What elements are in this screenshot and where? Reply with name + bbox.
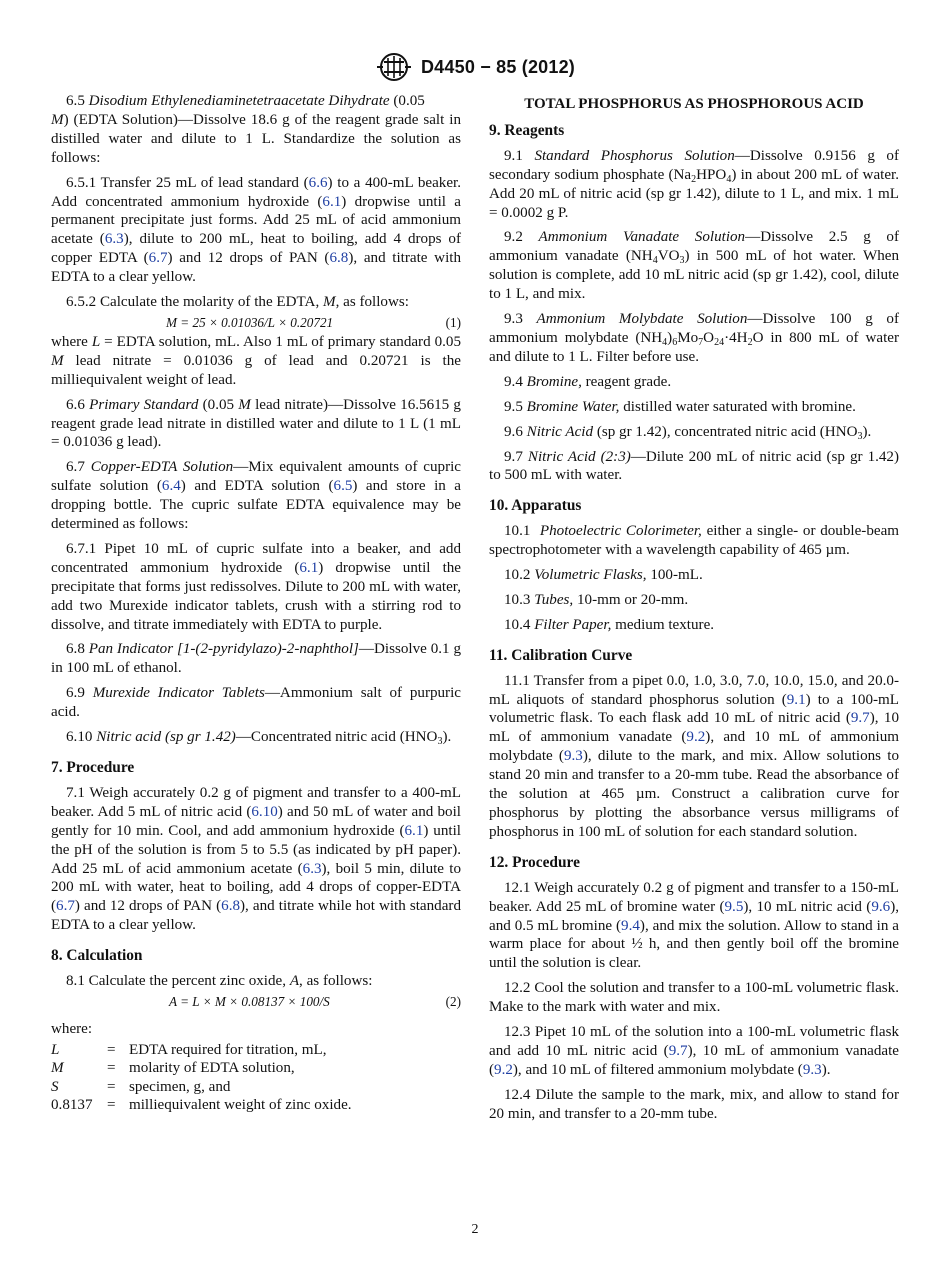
section-6-8: 6.8 Pan Indicator [1-(2-pyridylazo)-2-naphthol]—Dissolve 0.1 g in 100 mL of ethanol. xyxy=(51,641,461,677)
section-9-1: 9.1 Standard Phosphorus Solution—Dissolve 0.9156 g of secondary sodium phosphate $(Na_2HPO_4)$ in about 200 mL of water. Add 20 mL of nitric acid (sp gr 1.42), dilute to 1 L, and mix. 1 mL = 0.0002 g P. xyxy=(489,147,900,221)
definition-row: L = EDTA required for titration, mL, xyxy=(51,1041,327,1058)
ref-6-7[interactable]: 6.7 xyxy=(148,250,168,267)
page-header xyxy=(0,52,950,82)
section-6-7: 6.7 Copper-EDTA Solution—Mix equivalent amounts of cupric sulfate solution (6.4) and EDTA solution (6.5) and store in a dropping bottle. The cupric sulfate EDTA equivalence may be determined as follows: xyxy=(51,459,462,533)
section-9-7: 9.7 Nitric Acid (2:3)—Dilute 200 mL of nitric acid (sp gr 1.42) to 500 mL with water. xyxy=(489,448,900,484)
section-9-3: 9.3 Ammonium Molybdate Solution—Dissolve 100 g of ammonium molybdate $(NH_4)_6Mo_7O_{24}\cdot 4H_2O$ in 800 mL of water and dilute to 1 L. Filter before use. xyxy=(489,311,900,365)
ref-9-3[interactable]: 9.3 xyxy=(563,748,583,765)
section-6-7-1: 6.7.1 Pipet 10 mL of cupric sulfate into a beaker, and add concentrated ammonium hydroxide (6.1) dropwise until the precipitate that forms just redissolves. Dilute to 200 mL with water, add two Murexide indicator tablets, crush with a stirring rod to dissolve, and titrate immediately with EDTA to purple. xyxy=(51,540,462,633)
equation-1-formula: M = 25 × 0.01036/L × 0.20721 xyxy=(166,314,334,330)
heading-8-calculation: 8. Calculation xyxy=(51,947,143,965)
section-6-10: 6.10 Nitric acid (sp gr 1.42)—Concentrated nitric acid $(HNO_3)$. xyxy=(66,729,452,748)
ref-9-2[interactable]: 9.2 xyxy=(494,1061,513,1078)
section-7-1: 7.1 Weigh accurately 0.2 g of pigment and transfer to a 400-mL beaker. Add 5 mL of nitric acid (6.10) and 50 mL of water and boil gently for 10 min. Cool, and add ammonium hydroxide (6.1) until the pH of the solution is from 5 to 5.5 (as indicated by pH paper). Add 25 mL of acid ammonium acetate (6.3), boil 5 min, dilute to 200 mL with water, heat to boiling, add 4 drops of copper-EDTA (6.7) and 12 drops of PAN (6.8), and titrate while hot with standard EDTA to a clear yellow. xyxy=(51,784,461,934)
ref-9-7[interactable]: 9.7 xyxy=(668,1042,688,1059)
right-column xyxy=(489,92,899,1130)
heading-12-procedure: 12. Procedure xyxy=(489,853,580,871)
equation-2 xyxy=(51,993,461,1012)
section-6-6: 6.6 Primary Standard (0.05 M lead nitrate)—Dissolve 16.5615 g reagent grade lead nitrate in distilled water and dilute to 1 L (1 mL = 0.01036 g lead). xyxy=(51,396,461,451)
ref-6-8[interactable]: 6.8 xyxy=(329,250,349,267)
section-11-1: 11.1 Transfer from a pipet 0.0, 1.0, 3.0, 7.0, 10.0, 15.0, and 20.0-mL aliquots of standard phosphorus solution (9.1) to a 100-mL volumetric flask. To each flask add 10 mL of nitric acid (9.7), 10 mL of ammonium vanadate (9.2), and 10 mL of ammonium molybdate (9.3), dilute to the mark, and mix. Allow solutions to stand 20 min and transfer to a 20-mm tube. Read the absorbance of the solution at 465 µm. Construct a calibration curve for phosphorus by plotting the absorbance versus milligrams of phosphorus in 100 mL of solution for each standard solution. xyxy=(489,672,900,840)
equation-1 xyxy=(51,314,461,333)
section-10-4: 10.4 Filter Paper, medium texture. xyxy=(504,616,715,633)
ref-9-6[interactable]: 9.6 xyxy=(871,898,891,915)
section-9-5: 9.5 Bromine Water, distilled water saturated with bromine. xyxy=(504,398,856,415)
ref-6-4[interactable]: 6.4 xyxy=(161,478,181,495)
section-12-4: 12.4 Dilute the sample to the mark, mix, and allow to stand for 20 min, and transfer to a 20-mm tube. xyxy=(489,1086,899,1122)
heading-11-calibration-curve: 11. Calibration Curve xyxy=(489,646,633,664)
definition-row: M = molarity of EDTA solution, xyxy=(51,1060,295,1077)
section-10-2: 10.2 Volumetric Flasks, 100-mL. xyxy=(504,567,703,584)
definitions-table xyxy=(51,1041,352,1115)
ref-9-7[interactable]: 9.7 xyxy=(850,710,870,727)
section-10-3: 10.3 Tubes, 10-mm or 20-mm. xyxy=(504,591,689,608)
ref-6-1[interactable]: 6.1 xyxy=(322,193,342,210)
section-9-2: 9.2 Ammonium Vanadate Solution—Dissolve 2.5 g of ammonium vanadate $(NH_4VO_3)$ in 500 mL of hot water. When solution is complete, add 10 mL nitric acid (sp gr 1.42), cool, dilute to 1 L, and mix. xyxy=(489,229,900,303)
astm-logo-icon xyxy=(375,52,413,82)
document-id: D4450 − 85 (2012) xyxy=(420,56,575,77)
section-6-5: 6.5 Disodium Ethylenediaminetetraacetate Dihydrate (0.05 M) (EDTA Solution)—Dissolve 18.6 g of the reagent grade salt in distilled water and dilute to 1 L. Standardize the solution as follows: xyxy=(51,93,461,166)
ref-9-1[interactable]: 9.1 xyxy=(786,691,806,708)
section-12-2: 12.2 Cool the solution and transfer to a 100-mL volumetric flask. Make to the mark with water and mix. xyxy=(489,980,899,1016)
section-9-4: 9.4 Bromine, reagent grade. xyxy=(504,373,672,390)
left-column xyxy=(51,92,461,1114)
definition-row: 0.8137 = milliequivalent weight of zinc oxide. xyxy=(51,1097,352,1113)
ref-9-2[interactable]: 9.2 xyxy=(686,729,706,746)
where-1: where L = EDTA solution, mL. Also 1 mL of primary standard 0.05 M lead nitrate = 0.01036 g of lead and 0.20721 is the milliequivalent weight of lead. xyxy=(51,333,461,388)
definition-row: S = specimen, g, and xyxy=(51,1078,231,1095)
where-2: where: xyxy=(51,1020,93,1037)
ref-6-10[interactable]: 6.10 xyxy=(251,803,278,820)
ref-6-7[interactable]: 6.7 xyxy=(56,898,75,915)
section-6-5-2: 6.5.2 Calculate the molarity of the EDTA, M, as follows: xyxy=(66,294,409,311)
ref-9-3[interactable]: 9.3 xyxy=(802,1061,822,1078)
ref-6-3[interactable]: 6.3 xyxy=(302,860,322,877)
page-number: 2 xyxy=(471,1222,479,1237)
equation-2-number: (2) xyxy=(445,993,461,1009)
section-12-3: 12.3 Pipet 10 mL of the solution into a 100-mL volumetric flask and add 10 mL nitric acid (9.7), 10 mL of ammonium vanadate (9.2), and 10 mL of filtered ammonium molybdate (9.3). xyxy=(489,1024,899,1078)
ref-6-1[interactable]: 6.1 xyxy=(404,822,424,839)
heading-7-procedure: 7. Procedure xyxy=(51,759,135,776)
ref-6-1[interactable]: 6.1 xyxy=(299,559,319,576)
section-title: TOTAL PHOSPHORUS AS PHOSPHOROUS ACID xyxy=(524,96,864,112)
heading-10-apparatus: 10. Apparatus xyxy=(489,497,582,515)
ref-6-6[interactable]: 6.6 xyxy=(308,174,328,191)
ref-6-8[interactable]: 6.8 xyxy=(221,898,241,915)
section-9-6: 9.6 Nitric Acid (sp gr 1.42), concentrated nitric acid $(HNO_3)$. xyxy=(504,423,872,442)
section-10-1: 10.1 Photoelectric Colorimeter, either a single- or double-beam spectrophotometer with a wavelength capability of 465 µm. xyxy=(489,523,900,559)
section-6-9: 6.9 Murexide Indicator Tablets—Ammonium salt of purpuric acid. xyxy=(51,685,461,721)
section-6-5-1: 6.5.1 Transfer 25 mL of lead standard (6.6) to a 400-mL beaker. Add concentrated ammonium hydroxide (6.1) dropwise until a permanent precipitate just forms. Add 25 mL of acid ammonium acetate (6.3), dilute to 200 mL, heat to boiling, add 4 drops of copper EDTA (6.7) and 12 drops of PAN (6.8), and titrate with EDTA to a clear yellow. xyxy=(51,174,462,286)
equation-1-number: (1) xyxy=(445,314,461,330)
ref-6-3[interactable]: 6.3 xyxy=(104,231,124,248)
section-12-1: 12.1 Weigh accurately 0.2 g of pigment and transfer to a 150-mL beaker. Add 25 mL of bromine water (9.5), 10 mL nitric acid (9.6), and 0.5 mL bromine (9.4), and mix the solution. Allow to stand in a warm place for about ½ h, and then gently boil off the bromine until the solution is clear. xyxy=(489,879,899,972)
ref-6-5[interactable]: 6.5 xyxy=(333,478,353,495)
heading-9-reagents: 9. Reagents xyxy=(489,121,565,139)
ref-9-5[interactable]: 9.5 xyxy=(724,898,744,915)
equation-2-formula: A = L × M × 0.08137 × 100/S xyxy=(169,993,330,1009)
ref-9-4[interactable]: 9.4 xyxy=(621,917,640,934)
section-8-1: 8.1 Calculate the percent zinc oxide, A, as follows: xyxy=(66,973,373,990)
